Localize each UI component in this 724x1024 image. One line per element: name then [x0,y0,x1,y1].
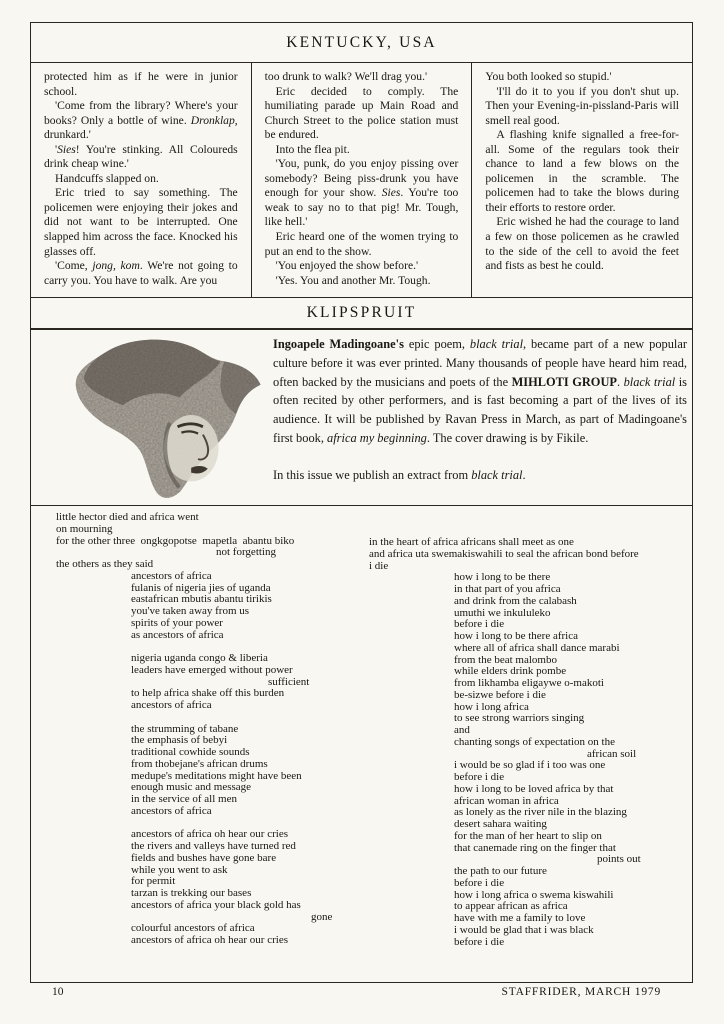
paragraph: protected him as if he were in junior school. [44,70,238,98]
paragraph: 'You, punk, do you enjoy pissing over somebody? Being piss-drunk you have enough for your show. Sies. You're too weak to say no to that pig! Mr. Tough, like hell.' [264,157,459,229]
poem-line: desert sahara waiting [454,818,547,830]
paragraph: 'You enjoyed the show before.' [275,259,419,273]
poem-line: for permit [131,875,176,888]
poem-line: while you went to ask [131,863,228,876]
poem-line: for the other three ongkgopotse mapetla abantu biko [56,534,295,547]
paragraph: 'Come, jong, kom. We're not going to carry you. You have to walk. Are you [44,259,238,287]
poem-line: ancestors of africa oh hear our cries [131,828,288,841]
poem-line: you've taken away from us [131,605,250,617]
poem-line: ancestors of africa oh hear our cries [131,934,288,946]
poem-line: to appear african as africa [454,900,568,913]
poem-line: how i long to be there africa [454,630,579,642]
poem-line: i would be glad that i was black [454,923,594,936]
paragraph: 'I'll do it to you if you don't shut up. Then your Evening-in-pissland-Paris will smell real good. [485,84,680,127]
poem-line: the emphasis of bebyi [131,734,228,747]
poem-line: have with me a family to love [454,912,586,924]
paragraph: Into the flea pit. [275,142,350,156]
poem-line: before i die [454,876,505,889]
paragraph: 'Yes. You and another Mr. Tough. [275,273,431,287]
kentucky-column-2 [251,63,472,297]
kentucky-column-3 [471,63,692,297]
poem-line: the path to our future [454,865,547,877]
poem-line: ancestors of africa [131,804,212,817]
poem-line: umuthi we inkululeko [454,606,551,619]
poem-line: i die [369,559,389,572]
poem-line: in the heart of africa africans shall meet as one [369,536,574,548]
paragraph: Ingoapele Madingoane's epic poem, black trial, became part of a new popular culture before it was ever printed. Many thousands of people have heard him read, often backed by the musicians and poets of the MIHLOTI GROUP. black trial is often recited by other performers, and is fast becoming a part of the lives of its audience. It will be published by Ravan Press in March, as part of Madingoane's first book, africa my beginning. The cover drawing is by Fikile. [273,337,687,445]
paragraph: Handcuffs slapped on. [55,171,159,185]
paragraph: You both looked so stupid.' [485,70,612,83]
poem-line: colourful ancestors of africa [131,922,255,935]
poem-line: not forgetting [216,546,276,559]
poem-line: before i die [454,618,505,631]
poem-line: leaders have emerged without power [131,663,293,676]
poem-line: to help africa shake off this burden [131,687,285,700]
poem-line: from likhamba eligaywe o-makoti [454,677,604,689]
page-frame [30,22,693,983]
poem-line: traditional cowhide sounds [131,746,250,758]
poem-line: chanting songs of expectation on the [454,735,615,748]
poem-line: the rivers and valleys have turned red [131,840,296,852]
poem-line: little hector died and africa went [56,511,199,523]
footer-page-number: 10 [52,986,64,998]
poem-line: where all of africa shall dance marabi [454,641,620,654]
poem-line: for the man of her heart to slip on [454,829,602,842]
poem-line: on mourning [56,522,113,535]
poem-line: before i die [454,935,505,948]
page-footer [30,986,693,998]
poem-line: ancestors of africa your black gold has [131,898,301,911]
poem-line: and drink from the calabash [454,594,577,607]
poem-line: as lonely as the river nile in the blazing [454,806,627,819]
paragraph: 'Sies! You're stinking. All Coloureds drink cheap wine.' [44,142,238,171]
poem-line: and [454,724,470,736]
poem-line: from thobejane's african drums [131,757,268,770]
poem-line: how i long africa [454,700,529,713]
poem-line: ancestors of africa [131,569,212,582]
paragraph: Eric tried to say something. The policemen were enjoying their jokes and did not want to be interrupted. One slapped him across the face. Knocked his glasses off. [44,186,238,258]
klipspruit-intro [273,335,687,485]
poem-line: in the service of all men [131,793,237,805]
paragraph: Eric wished he had the courage to land a few on those policemen as he crawled to the side of the cell to avoid the feet and fists as best he could. [485,215,680,273]
klipspruit-section-header [31,298,692,330]
poem-line [131,712,368,724]
poem-line: points out [597,853,641,866]
poem-line: how i long to be there [454,571,551,584]
poem-left-column [56,512,368,947]
poem-line: fulanis of nigeria jies of uganda [131,581,271,594]
poem-line: nigeria uganda congo & liberia [131,652,268,664]
poem-line: tarzan is trekking our bases [131,887,252,899]
poem-line: i would be so glad if i too was one [454,759,606,772]
poem-line: that canemade ring on the finger that [454,841,616,854]
kentucky-title: KENTUCKY, USA [286,33,437,51]
poem-line: african woman in africa [454,794,559,807]
poem-line: how i long africa o swema kiswahili [454,888,614,901]
paragraph: 'Come from the library? Where's your books? Only a bottle of wine. Dronklap, drunkard.' [44,99,238,142]
paragraph: too drunk to walk? We'll drag you.' [264,70,428,83]
paragraph: A flashing knife signalled a free-for-all. Some of the regulars took their chance to land a few blows on the policemen in the scramble. The policemen had to take the blows during their efforts to restore order. [485,128,680,214]
kentucky-column-1 [31,63,251,297]
paragraph: Eric decided to comply. The humiliating parade up Main Road and Church Street to the police station must be endured. [264,84,459,142]
poem-line: as ancestors of africa [131,628,224,641]
poem-line: how i long to be loved africa by that [454,782,614,795]
poem-line: eastafrican mbutis abantu tirikis [131,593,272,606]
africa-face-illustration [43,333,271,501]
poem-line: the others as they said [56,558,154,570]
poem-line: in that part of you africa [454,583,561,595]
klipspruit-feature [31,330,692,506]
poem-line: the strumming of tabane [131,722,239,735]
kentucky-section-header [31,23,692,63]
poem-line: ancestors of africa [131,699,212,711]
poem-line: be-sizwe before i die [454,688,546,701]
footer-journal-title: STAFFRIDER, MARCH 1979 [501,986,661,998]
paragraph: In this issue we publish an extract from black trial. [273,467,526,482]
poem-line: while elders drink pombe [454,665,567,678]
poem-line: spirits of your power [131,616,223,629]
poem-line: gone [311,910,333,923]
poem-line: medupe's meditations might have been [131,769,302,782]
poem-line: fields and bushes have gone bare [131,851,277,864]
poem-right-column [369,537,691,948]
paragraph: Eric heard one of the women trying to put an end to the show. [264,230,459,258]
poem-line: to see strong warriors singing [454,712,585,725]
poem-line: from the beat malombo [454,653,557,666]
kentucky-columns [31,63,692,298]
poem-line: sufficient [268,675,310,688]
poem-line: enough music and message [131,781,252,794]
klipspruit-title: KLIPSPRUIT [306,304,417,321]
poem-line: before i die [454,771,505,783]
poem-line: african soil [587,747,637,760]
poem-line: and africa uta swemakiswahili to seal the african bond before [369,547,639,560]
poem-extract [31,506,692,986]
